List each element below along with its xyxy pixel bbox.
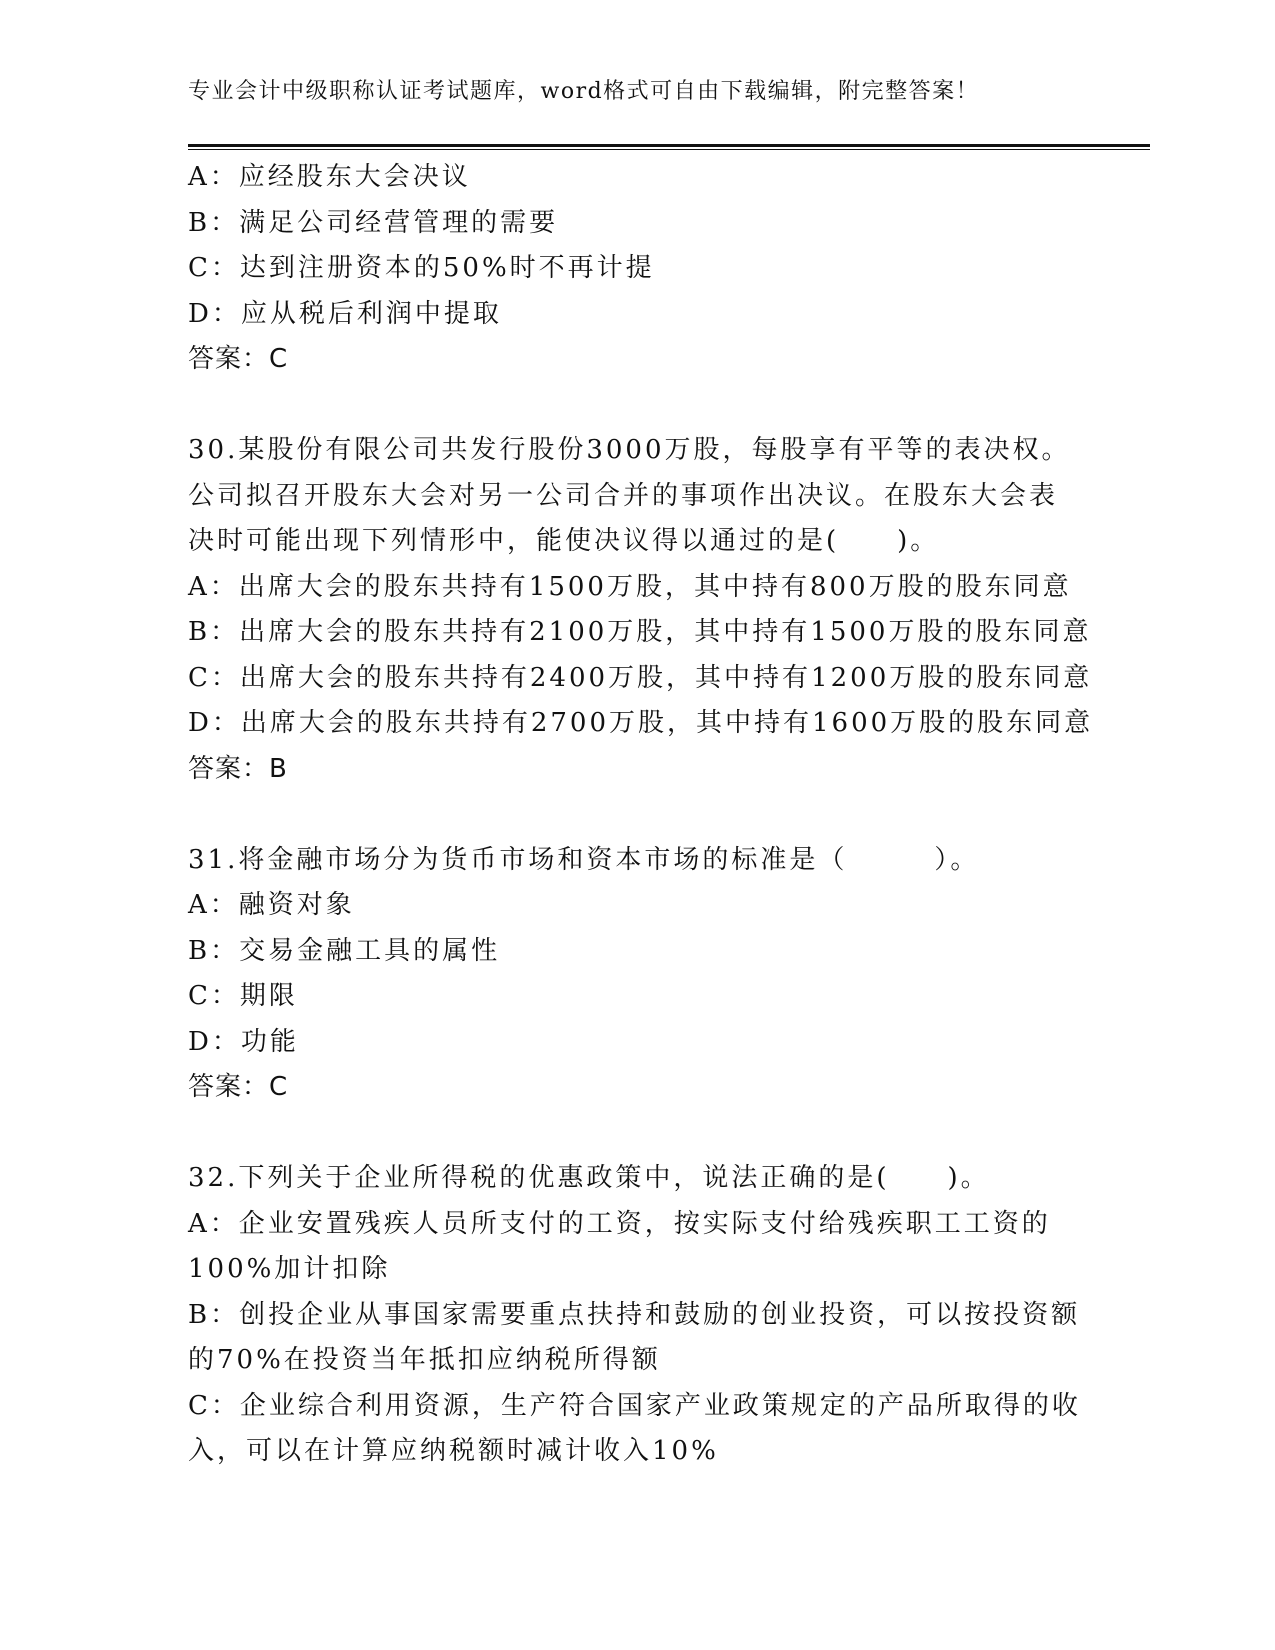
option-b: B：交易金融工具的属性	[188, 935, 501, 966]
option-a: A：应经股东大会决议	[188, 162, 471, 192]
question-32	[188, 1156, 1088, 1475]
option-b-continued: 的70%在投资当年抵扣应纳税所得额	[188, 1345, 661, 1375]
option-d: D：应从税后利润中提取	[188, 298, 502, 329]
spacer	[188, 1111, 1088, 1157]
spacer	[188, 792, 1088, 838]
question-29	[188, 155, 1088, 383]
header-rule-thin	[188, 149, 1150, 150]
option-c-continued: 入，可以在计算应纳税额时减计收入10%	[188, 1436, 719, 1466]
option-a: A：企业安置残疾人员所支付的工资，按实际支付给残疾职工工资的	[188, 1208, 1051, 1239]
question-stem-line: 30.某股份有限公司共发行股份3000万股，每股享有平等的表决权。	[188, 435, 1071, 465]
answer: 答案：C	[188, 1072, 289, 1102]
header-rule-thick	[188, 144, 1150, 147]
option-c: C：出席大会的股东共持有2400万股，其中持有1200万股的股东同意	[188, 662, 1093, 693]
option-b: B：创投企业从事国家需要重点扶持和鼓励的创业投资，可以按投资额	[188, 1299, 1081, 1330]
option-c: C：企业综合利用资源，生产符合国家产业政策规定的产品所取得的收	[188, 1390, 1081, 1421]
question-stem-line: 32.下列关于企业所得税的优惠政策中，说法正确的是( )。	[188, 1163, 990, 1193]
option-c: C：达到注册资本的50%时不再计提	[188, 253, 655, 283]
document-content	[188, 155, 1094, 1475]
question-31	[188, 838, 1088, 1111]
option-b: B：出席大会的股东共持有2100万股，其中持有1500万股的股东同意	[188, 617, 1092, 647]
question-stem-line: 决时可能出现下列情形中，能使决议得以通过的是( )。	[188, 526, 940, 556]
option-a: A：出席大会的股东共持有1500万股，其中持有800万股的股东同意	[188, 571, 1072, 602]
answer: 答案：C	[188, 344, 289, 374]
option-d: D：出席大会的股东共持有2700万股，其中持有1600万股的股东同意	[188, 708, 1094, 738]
spacer	[188, 383, 1088, 429]
option-d: D：功能	[188, 1026, 299, 1057]
answer: 答案：B	[188, 753, 288, 784]
question-stem-line: 公司拟召开股东大会对另一公司合并的事项作出决议。在股东大会表	[188, 480, 1059, 511]
page-header: 专业会计中级职称认证考试题库，word格式可自由下载编辑，附完整答案！	[188, 79, 980, 104]
question-stem-line: 31.将金融市场分为货币市场和资本市场的标准是（ ）。	[188, 844, 980, 875]
option-b: B：满足公司经营管理的需要	[188, 207, 559, 238]
option-a: A：融资对象	[188, 890, 355, 920]
option-c: C：期限	[188, 981, 298, 1011]
option-a-continued: 100%加计扣除	[188, 1254, 391, 1284]
question-30	[188, 428, 1094, 792]
